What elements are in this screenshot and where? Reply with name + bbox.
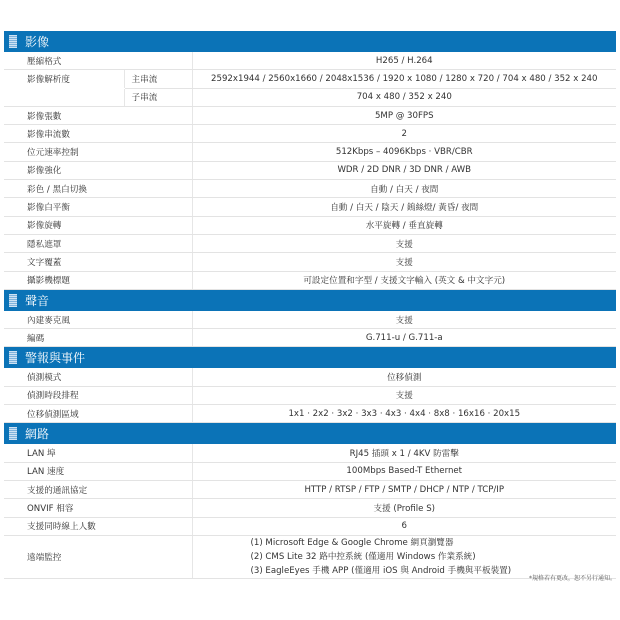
spec-row: [4, 125, 616, 143]
spec-value: HTTP / RTSP / FTP / SMTP / DHCP / NTP / TCP/IP: [192, 480, 616, 498]
spec-value: 水平旋轉 / 垂直旋轉: [192, 216, 616, 234]
spec-row: [4, 198, 616, 216]
spec-value: 支援: [192, 311, 616, 329]
spec-label: 彩色 / 黑白切換: [4, 180, 192, 198]
spec-value: [192, 535, 616, 578]
section-header: [4, 31, 616, 52]
spec-label: 支援的通訊協定: [4, 480, 192, 498]
spec-value: 可設定位置和字型 / 支援文字輸入 (英文 & 中文字元): [192, 271, 616, 289]
spec-value: RJ45 插頭 x 1 / 4KV 防雷擊: [192, 444, 616, 462]
spec-row: [4, 88, 616, 106]
spec-label: 偵測模式: [4, 368, 192, 386]
spec-value: H265 / H.264: [192, 52, 616, 70]
spec-label: 偵測時段排程: [4, 386, 192, 404]
spec-row: [4, 216, 616, 234]
spec-row: [4, 234, 616, 252]
spec-label: 遠端監控: [4, 535, 192, 578]
section-icon: [9, 427, 17, 440]
spec-row: [4, 253, 616, 271]
spec-value: WDR / 2D DNR / 3D DNR / AWB: [192, 161, 616, 179]
spec-label: 位元速率控制: [4, 143, 192, 161]
section-icon: [9, 35, 17, 48]
spec-value: 5MP @ 30FPS: [192, 106, 616, 124]
spec-value: 自動 / 白天 / 陰天 / 鎢絲燈/ 黃昏/ 夜間: [192, 198, 616, 216]
remote-option: (1) Microsoft Edge & Google Chrome 網頁瀏覽器: [250, 537, 454, 548]
spec-value: 100Mbps Based-T Ethernet: [192, 462, 616, 480]
spec-row: [4, 52, 616, 70]
spec-value: 2592x1944 / 2560x1660 / 2048x1536 / 1920 x 1080 / 1280 x 720 / 704 x 480 / 352 x 240: [192, 70, 616, 88]
spec-table: [4, 52, 616, 290]
spec-label: 文字覆蓋: [4, 253, 192, 271]
spec-value: 自動 / 白天 / 夜間: [192, 180, 616, 198]
section-icon: [9, 294, 17, 307]
spec-label: LAN 埠: [4, 444, 192, 462]
spec-label: [4, 88, 124, 106]
spec-table: [4, 311, 616, 348]
spec-table: [4, 444, 616, 578]
spec-value: 2: [192, 125, 616, 143]
section-header: [4, 347, 616, 368]
spec-label: 影像解析度: [27, 74, 70, 85]
spec-row: [4, 480, 616, 498]
spec-row: [4, 499, 616, 517]
spec-row: [4, 106, 616, 124]
spec-label: 影像白平衡: [4, 198, 192, 216]
remote-option: (3) EagleEyes 手機 APP (僅適用 iOS 與 Android 手機與平板裝置): [250, 565, 512, 576]
spec-value: 支援: [192, 386, 616, 404]
spec-value: 支援 (Profile S): [192, 499, 616, 517]
spec-label: 攝影機標題: [4, 271, 192, 289]
spec-row: [4, 517, 616, 535]
spec-row: [4, 180, 616, 198]
section-title: 警報與事件: [25, 351, 86, 366]
spec-label: 隱私遮罩: [4, 234, 192, 252]
spec-label: 支援同時線上人數: [4, 517, 192, 535]
spec-label: 內建麥克風: [4, 311, 192, 329]
spec-value: 704 x 480 / 352 x 240: [192, 88, 616, 106]
spec-label: ONVIF 相容: [4, 499, 192, 517]
spec-value: 512Kbps – 4096Kbps · VBR/CBR: [192, 143, 616, 161]
spec-value: G.711-u / G.711-a: [192, 329, 616, 347]
section-icon: [9, 351, 17, 364]
section-title: 網路: [25, 427, 50, 442]
spec-label: 影像張數: [4, 106, 192, 124]
spec-row: [4, 535, 616, 578]
spec-row: [4, 70, 616, 88]
section-title: 影像: [25, 35, 50, 49]
spec-row: [4, 329, 616, 347]
spec-label: 壓縮格式: [4, 52, 192, 70]
section-title: 聲音: [25, 293, 50, 308]
spec-row: [4, 368, 616, 386]
spec-value: 1x1 · 2x2 · 3x2 · 3x3 · 4x3 · 4x4 · 8x8 · 16x16 · 20x15: [192, 405, 616, 423]
spec-label: 影像旋轉: [4, 216, 192, 234]
spec-value: 6: [192, 517, 616, 535]
spec-label: LAN 速度: [4, 462, 192, 480]
spec-row: [4, 444, 616, 462]
spec-value: 支援: [192, 253, 616, 271]
section-header: [4, 423, 616, 444]
spec-label: 位移偵測區域: [4, 405, 192, 423]
footnote: *規格若有更改，恕不另行通知。: [528, 575, 616, 582]
section-header: [4, 290, 616, 311]
spec-row: [4, 311, 616, 329]
spec-label: 編碼: [4, 329, 192, 347]
spec-row: [4, 405, 616, 423]
spec-sublabel: 主串流: [124, 70, 192, 88]
spec-value: 位移偵測: [192, 368, 616, 386]
spec-table: [4, 368, 616, 423]
spec-sublabel: 子串流: [124, 88, 192, 106]
spec-value: 支援: [192, 234, 616, 252]
spec-sheet: [4, 31, 616, 579]
remote-option: (2) CMS Lite 32 路中控系統 (僅適用 Windows 作業系統): [250, 551, 476, 562]
spec-row: [4, 271, 616, 289]
spec-label: 影像強化: [4, 161, 192, 179]
spec-row: [4, 386, 616, 404]
spec-row: [4, 143, 616, 161]
spec-row: [4, 462, 616, 480]
spec-label: 影像串流數: [4, 125, 192, 143]
spec-row: [4, 161, 616, 179]
